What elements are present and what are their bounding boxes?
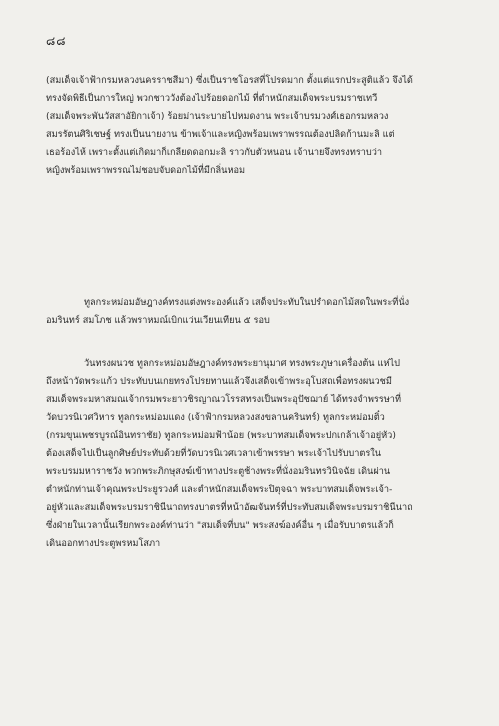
text-line: ตำหนักท่านเจ้าคุณพระประยูรวงศ์ และตำหนักสมเด็จพระปิตุจฉา พระบาทสมเด็จพระเจ้า- — [46, 484, 393, 495]
text-line: หญิงพร้อมเพราพรรณไม่ชอบจับดอกไม้ที่มีกลิ่นหอม — [46, 165, 246, 176]
page-number: ๘๘ — [46, 34, 67, 48]
text-line: พระบรมมหาราชวัง พวกพระภิกษุสงฆ์เข้าทางประตูช้างพระที่นั่งอมรินทรวินิจฉัย เดินผ่าน — [46, 466, 391, 477]
text-line: (สมเด็จพระพันวัสสาอัยิกาเจ้า) ร้อยม่านระบายไปหมดงาน พระเจ้าบรมวงศ์เธอกรมหลวง — [46, 111, 389, 122]
paragraph-2 — [46, 294, 460, 330]
text-line: อมรินทร์ สมโภช แล้วพราหมณ์เบิกแว่นเวียนเทียน ๕ รอบ — [46, 315, 270, 326]
text-line: สมเด็จพระมหาสมณเจ้ากรมพระยาวชิรญาณวโรรสทรงเป็นพระอุปัชฌาย์ ได้ทรงจำพรรษาที่ — [46, 394, 402, 405]
text-line: สมรรัตนศิริเชษฐ์ ทรงเป็นนายงาน ข้าพเจ้าและหญิงพร้อมเพราพรรณต้องปลิดก้านมะลิ แต่ — [46, 129, 395, 140]
text-line: อยู่หัวและสมเด็จพระบรมราชินีนาถทรงบาตรที่หน้าอัฒจันทร์ที่ประทับสมเด็จพระบรมราชินีนาถ — [46, 502, 413, 513]
text-line: (สมเด็จเจ้าฟ้ากรมหลวงนครราชสีมา) ซึ่งเป็นราชโอรสที่โปรดมาก ตั้งแต่แรกประสูติแล้ว จึงได้ — [46, 75, 413, 86]
text-line: วัดบวรนิเวศวิหาร ทูลกระหม่อมแดง (เจ้าฟ้ากรมหลวงสงขลานครินทร์) ทูลกระหม่อมติ๋ว — [46, 412, 385, 423]
text-line: ทูลกระหม่อมอัษฎางค์ทรงแต่งพระองค์แล้ว เสด็จประทับในปรำดอกไม้สดในพระที่นั่ง — [84, 297, 410, 308]
text-line: วันทรงผนวช ทูลกระหม่อมอัษฎางค์ทรงพระยานุมาศ ทรงพระภูษาเครื่องต้น แห่ไป — [84, 358, 400, 369]
text-line: ทรงจัดพิธีเป็นการใหญ่ พวกชาววังต้องไปร้อยดอกไม้ ที่ตำหนักสมเด็จพระบรมราชเทวี — [46, 93, 378, 104]
text-line: ต้องเสด็จไปเป็นลูกศิษย์ประทับด้วยที่วัดบวรนิเวศเวลาเข้าพรรษา พระเจ้าไปรับบาตรใน — [46, 448, 382, 459]
text-line: ถึงหน้าวัดพระแก้ว ประทับบนเกยทรงโปรยทานแล้วจึงเสด็จเข้าพระอุโบสถเพื่อทรงผนวชมี — [46, 376, 392, 387]
text-line: ซึ่งฝ่ายในเวลานั้นเรียกพระองค์ท่านว่า "สมเด็จที่บน" พระสงฆ์องค์อื่น ๆ เมื่อรับบาตรแล้วก็ — [46, 520, 394, 531]
paragraph-3 — [46, 355, 460, 553]
paragraph-1 — [46, 72, 460, 180]
text-line: เดินออกทางประตูพรหมโสภา — [46, 538, 161, 549]
text-line: เธอร้องไห้ เพราะตั้งแต่เกิดมาก็เกลียดดอกมะลิ ราวกับตัวหนอน เจ้านายจึงทรงทราบว่า — [46, 147, 383, 158]
text-line: (กรมขุนเพชรบูรณ์อินทราชัย) ทูลกระหม่อมฟ้าน้อย (พระบาทสมเด็จพระปกเกล้าเจ้าอยู่หัว) — [46, 430, 396, 441]
